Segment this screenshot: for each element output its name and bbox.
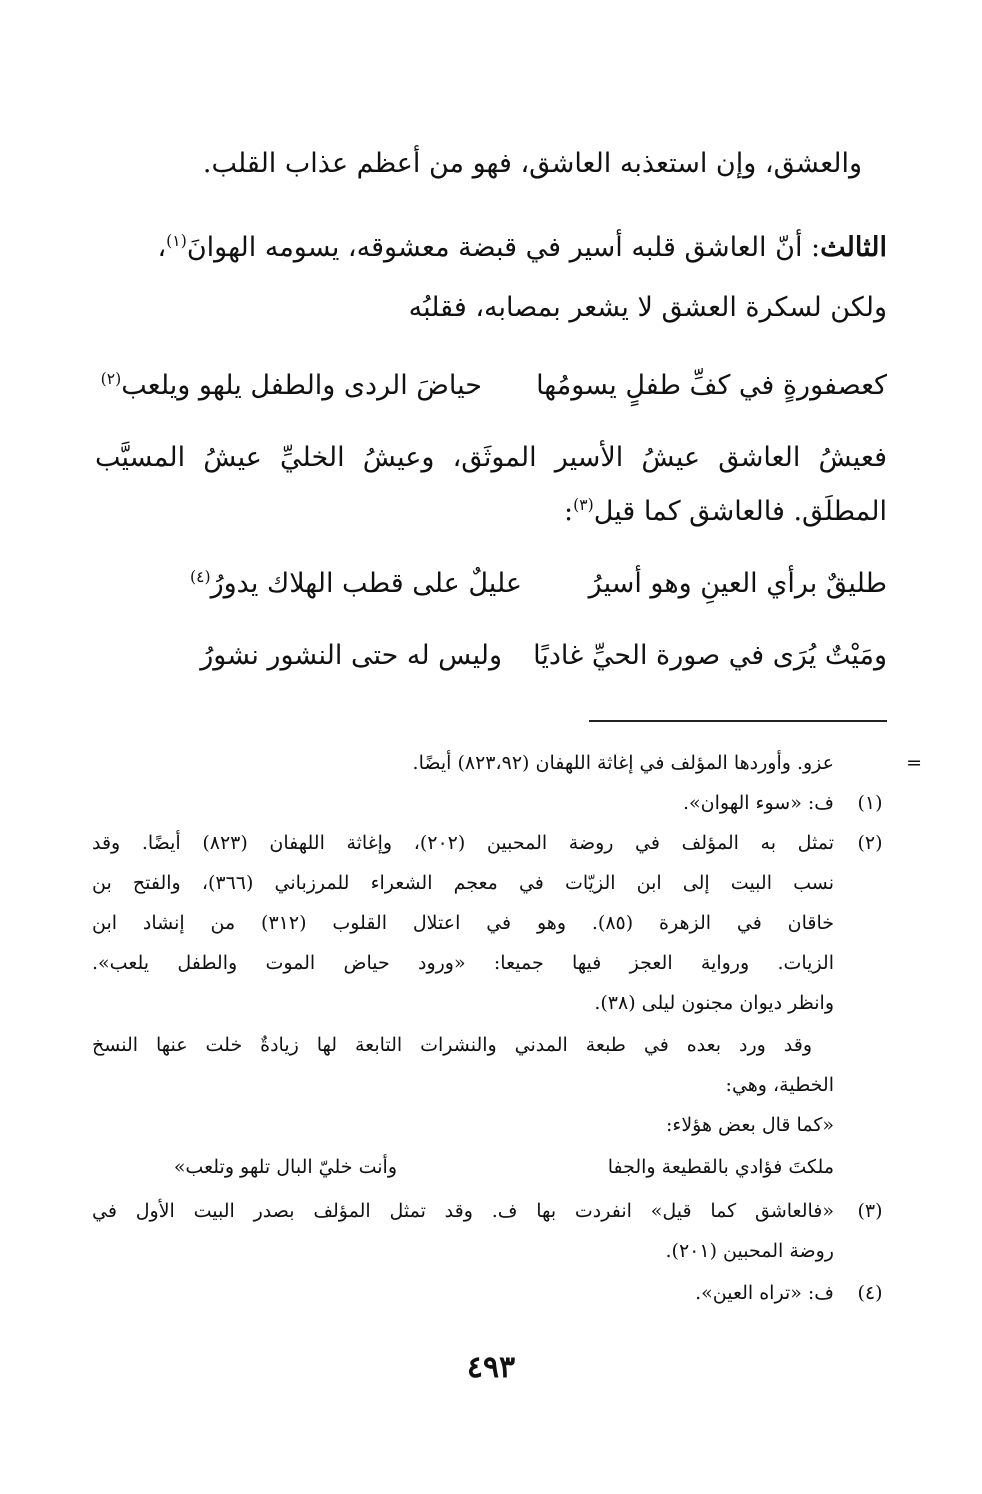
footnote-2-line-1: تمثل به المؤلف في روضة المحبين (٢٠٢)، وإغاثة اللهفان (٨٢٣) أيضًا. وقد [92,832,834,854]
footnote-2-line-2: نسب البيت إلى ابن الزيّات في معجم الشعراء للمرزباني (٣٦٦)، والفتح بن [92,872,834,894]
verse-text: حياضَ الردى والطفل يلهو ويلعب [121,370,482,401]
footnote-separator [589,720,887,722]
footnote-ref-2: (٢) [100,369,122,388]
footnote-2-line-4: الزيات. ورواية العجز فيها جميعا: «ورود حياض الموت والطفل يلعب». [92,952,834,974]
footnote-2-line-7: الخطية، وهي: [725,1074,834,1096]
footnote-ref-1: (١) [166,231,187,250]
verse-2-second-hemistich [190,568,522,599]
footnote-continuation-text: عزو. وأوردها المؤلف في إغاثة اللهفان (٨٢٣،٩٢) أيضًا. [412,752,834,774]
body-paragraph-3-line-2 [564,496,887,528]
body-paragraph-2-line-1 [157,232,887,264]
footnote-1-number: (١) [857,792,883,814]
verse-1-first-hemistich: كعصفورةٍ في كفِّ طفلٍ يسومُها [536,370,887,401]
footnote-ref-4: (٤) [189,567,211,586]
footnote-2-verse-first-hemistich: ملكتَ فؤادي بالقطيعة والجفا [607,1156,834,1178]
footnote-3-number: (٣) [857,1200,883,1222]
footnote-2-number: (٢) [857,832,883,854]
section-heading-third: الثالث [820,232,887,263]
verse-3-second-hemistich: وليس له حتى النشور نشورُ [200,640,502,671]
body-line-1: والعشق، وإن استعذبه العاشق، فهو من أعظم عذاب القلب. [202,148,862,179]
footnote-4-number: (٤) [857,1282,883,1304]
verse-3-first-hemistich: ومَيْتٌ يُرَى في صورة الحيِّ غاديًا [533,640,887,671]
footnote-2-verse-second-hemistich: وأنت خليّ البال تلهو وتلعب» [173,1156,397,1178]
footnote-2-line-8: «كما قال بعض هؤلاء: [666,1114,834,1136]
body-paragraph-3-line-1: فعيشُ العاشق عيشُ الأسير الموثَق، وعيشُ الخليِّ عيشُ المسيَّب [95,442,887,473]
footnote-ref-3: (٣) [573,495,594,514]
footnote-continuation-mark: = [906,752,922,774]
footnote-3-line-1: «فالعاشق كما قيل» انفردت بها ف. وقد تمثل المؤلف بصدر البيت الأول في [92,1200,834,1222]
footnote-2-line-5: وانظر ديوان مجنون ليلى (٣٨). [594,992,834,1014]
verse-text: عليلٌ على قطب الهلاك يدورُ [210,568,522,599]
footnote-2-line-3: خاقان في الزهرة (٨٥). وهو في اعتلال القلوب (٣١٢) من إنشاد ابن [92,912,835,934]
footnote-1-text: ف: «سوء الهوان». [682,792,834,814]
paragraph-text: المطلَق. فالعاشق كما قيل [593,496,887,527]
verse-1-second-hemistich [101,370,482,401]
page-number: ٤٩٣ [466,1350,516,1385]
paragraph-text: : أنّ العاشق قلبه أسير في قبضة معشوقه، يسومه الهوانَ [186,232,821,263]
footnote-4-text: ف: «تراه العين». [695,1282,834,1304]
punctuation: : [564,496,574,527]
punctuation: ، [157,232,167,263]
footnote-2-line-6: وقد ورد بعده في طبعة المدني والنشرات التابعة لها زيادةٌ خلت عنها النسخ [92,1034,812,1056]
verse-2-first-hemistich: طليقٌ برأي العينِ وهو أسيرُ [588,568,887,599]
footnote-3-line-2: روضة المحبين (٢٠١). [665,1240,834,1262]
body-paragraph-2-line-2: ولكن لسكرة العشق لا يشعر بمصابه، فقلبُه [408,292,887,323]
